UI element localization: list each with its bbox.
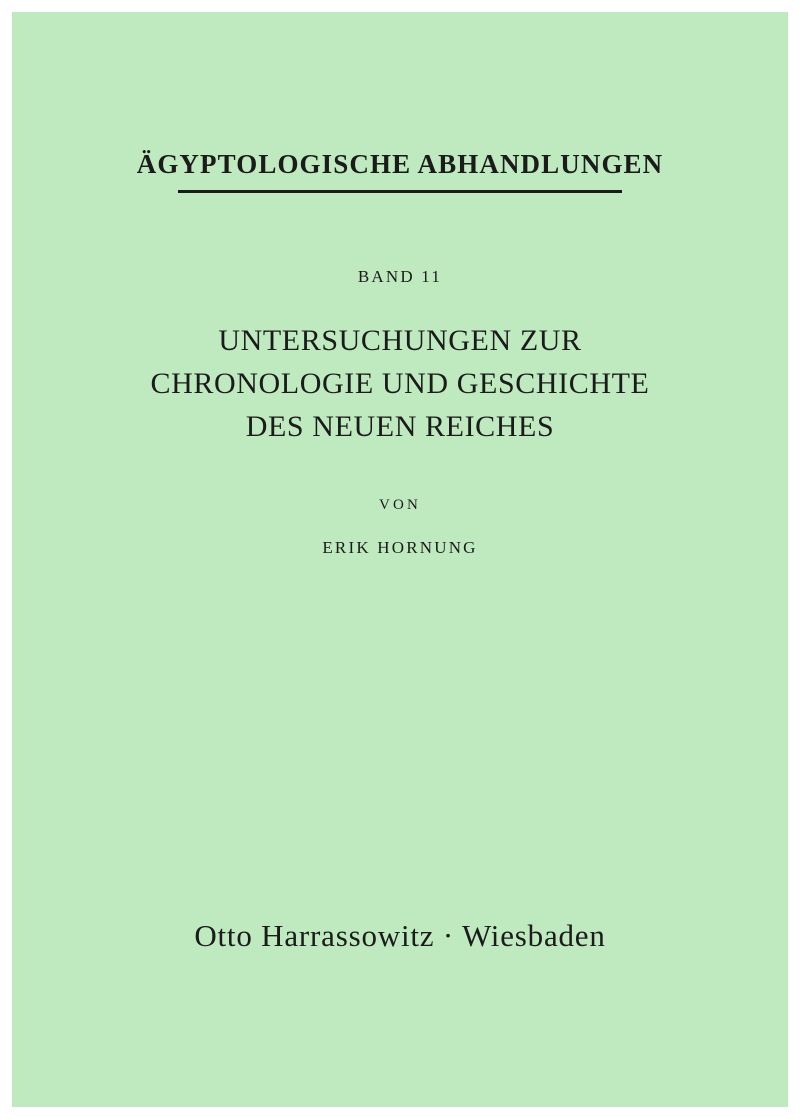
book-title-line-1: UNTERSUCHUNGEN ZUR [218,324,582,358]
volume-number: BAND 11 [357,267,443,287]
series-title: ÄGYPTOLOGISCHE ABHANDLUNGEN [136,149,664,179]
byline-label: VON [378,497,422,514]
cover-page [12,12,788,1107]
book-title [70,320,730,449]
publisher-imprint: Otto Harrassowitz · Wiesbaden [194,918,606,953]
author-name: ERIK HORNUNG [322,538,478,558]
series-divider [178,190,622,193]
book-title-line-3: DES NEUEN REICHES [245,410,555,444]
series-block [12,148,788,193]
book-title-line-2: CHRONOLOGIE UND GESCHICHTE [150,367,650,401]
